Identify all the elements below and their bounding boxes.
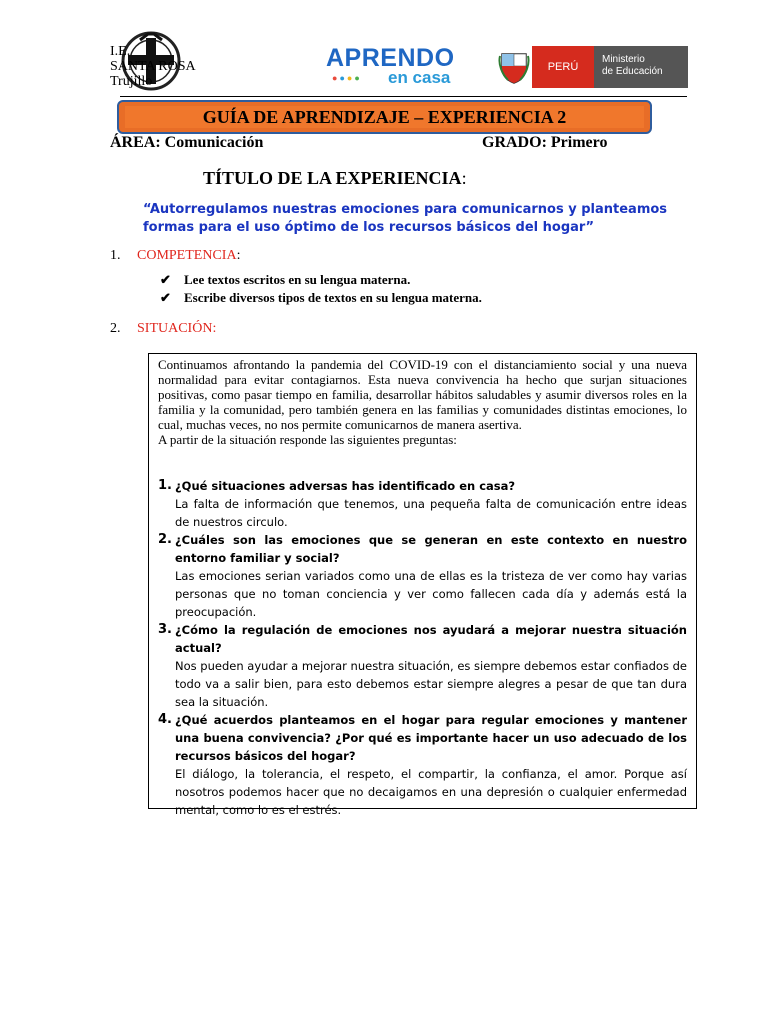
- experience-title-quote: “Autorregulamos nuestras emociones para comunicarnos y planteamos formas para el uso óptimo de los recursos básicos del hogar”: [143, 202, 668, 235]
- question-text: ¿Cuáles son las emociones que se generan en este contexto en nuestro entorno familiar y social?: [175, 533, 687, 565]
- answer-text: La falta de información que tenemos, una pequeña falta de comunicación entre ideas de nuestros circulo.: [175, 497, 687, 529]
- situation-intro: [158, 357, 687, 447]
- questions-list: [158, 477, 687, 819]
- answer-text: Las emociones serian variados como una de ellas es la tristeza de ver como hay varias personas que no toman conciencia y ver como fallecen cada día y además está la preocupación.: [175, 569, 687, 619]
- situation-box: [148, 353, 697, 817]
- header-divider: [120, 96, 687, 97]
- school-line: Trujillo: [110, 74, 153, 89]
- question-item: [158, 621, 687, 711]
- section-label: COMPETENCIA: [137, 248, 237, 263]
- list-item: [160, 271, 482, 289]
- question-item: [158, 711, 687, 819]
- list-item: [160, 289, 482, 307]
- grado-label: GRADO: [482, 134, 542, 151]
- answer-text: El diálogo, la tolerancia, el respeto, el compartir, la confianza, el amor. Porque así nosotros podemos hacer que no decaigamos en una depresión o cualquier enfermedad mental, como lo es el estrés.: [175, 767, 687, 817]
- question-text: ¿Qué situaciones adversas has identificado en casa?: [175, 479, 516, 493]
- area-field: [110, 134, 263, 152]
- ministry-label: [594, 46, 688, 88]
- experience-title-label: TÍTULO DE LA EXPERIENCIA: [203, 168, 462, 188]
- section-suffix: :: [236, 248, 241, 263]
- section-number: 2.: [110, 321, 121, 336]
- ministry-line: de Educación: [602, 66, 663, 77]
- section-number: 1.: [110, 248, 121, 263]
- competencia-text: Escribe diversos tipos de textos en su lengua materna.: [184, 290, 482, 305]
- checkmark-icon: ✔: [160, 290, 171, 305]
- question-text: ¿Cómo la regulación de emociones nos ayudará a mejorar nuestra situación actual?: [175, 623, 687, 655]
- peru-label: PERÚ: [532, 46, 594, 88]
- experience-title-colon: :: [461, 168, 467, 188]
- grado-value: : Primero: [541, 134, 608, 151]
- question-item: [158, 477, 687, 531]
- aprendo-logo-subword: en casa: [388, 68, 451, 87]
- competencias-list: [160, 271, 482, 307]
- checkmark-icon: ✔: [160, 272, 171, 287]
- logo-dots-icon: ●●●●: [332, 73, 362, 83]
- school-line: I.E.: [110, 44, 131, 59]
- question-number: 2.: [158, 532, 172, 547]
- question-text: ¿Qué acuerdos planteamos en el hogar para regular emociones y mantener una buena convivencia? ¿Por qué es importante hacer un uso adecuado de los recursos básicos del hogar?: [175, 713, 687, 763]
- section-label: SITUACIÓN:: [137, 321, 217, 336]
- situation-prompt: A partir de la situación responde las siguientes preguntas:: [158, 432, 457, 447]
- competencia-text: Lee textos escritos en su lengua materna.: [184, 272, 411, 287]
- question-number: 1.: [158, 478, 172, 493]
- title-banner: [117, 100, 652, 134]
- area-value: : Comunicación: [155, 134, 264, 151]
- section-competencia: [110, 248, 240, 264]
- national-shield-icon: [498, 50, 530, 84]
- section-situacion: [110, 321, 216, 337]
- aprendo-en-casa-logo: [326, 46, 456, 86]
- question-number: 4.: [158, 712, 172, 727]
- answer-text: Nos pueden ayudar a mejorar nuestra situación, es siempre debemos estar confiados de todo va a salir bien, para esto debemos estar siempre alegres a pesar de que tan dura sea la situación.: [175, 659, 687, 709]
- school-name: [110, 44, 196, 89]
- area-label: ÁREA: [110, 134, 156, 151]
- situation-paragraph: Continuamos afrontando la pandemia del COVID-19 con el distanciamiento social y una nueva normalidad para evitar contagiarnos. Esta nueva convivencia ha hecho que surjan situaciones positivas, como pasar tiempo en familia, desarrollar hábitos saludables y asumir diversos roles en la familia y la comunidad, pero también genera en las familias y comunidades distintas emociones, lo cual, muchas veces, no nos permite comunicarnos de manera asertiva.: [158, 357, 687, 432]
- ministry-line: Ministerio: [602, 54, 645, 65]
- school-line: SANTA ROSA: [110, 59, 196, 74]
- grado-field: [482, 134, 607, 152]
- aprendo-logo-word: APRENDO: [326, 44, 455, 72]
- experience-title-heading: [203, 168, 467, 189]
- question-number: 3.: [158, 622, 172, 637]
- banner-title: GUÍA DE APRENDIZAJE – EXPERIENCIA 2: [202, 107, 567, 127]
- question-item: [158, 531, 687, 621]
- minedu-logo: [496, 46, 688, 88]
